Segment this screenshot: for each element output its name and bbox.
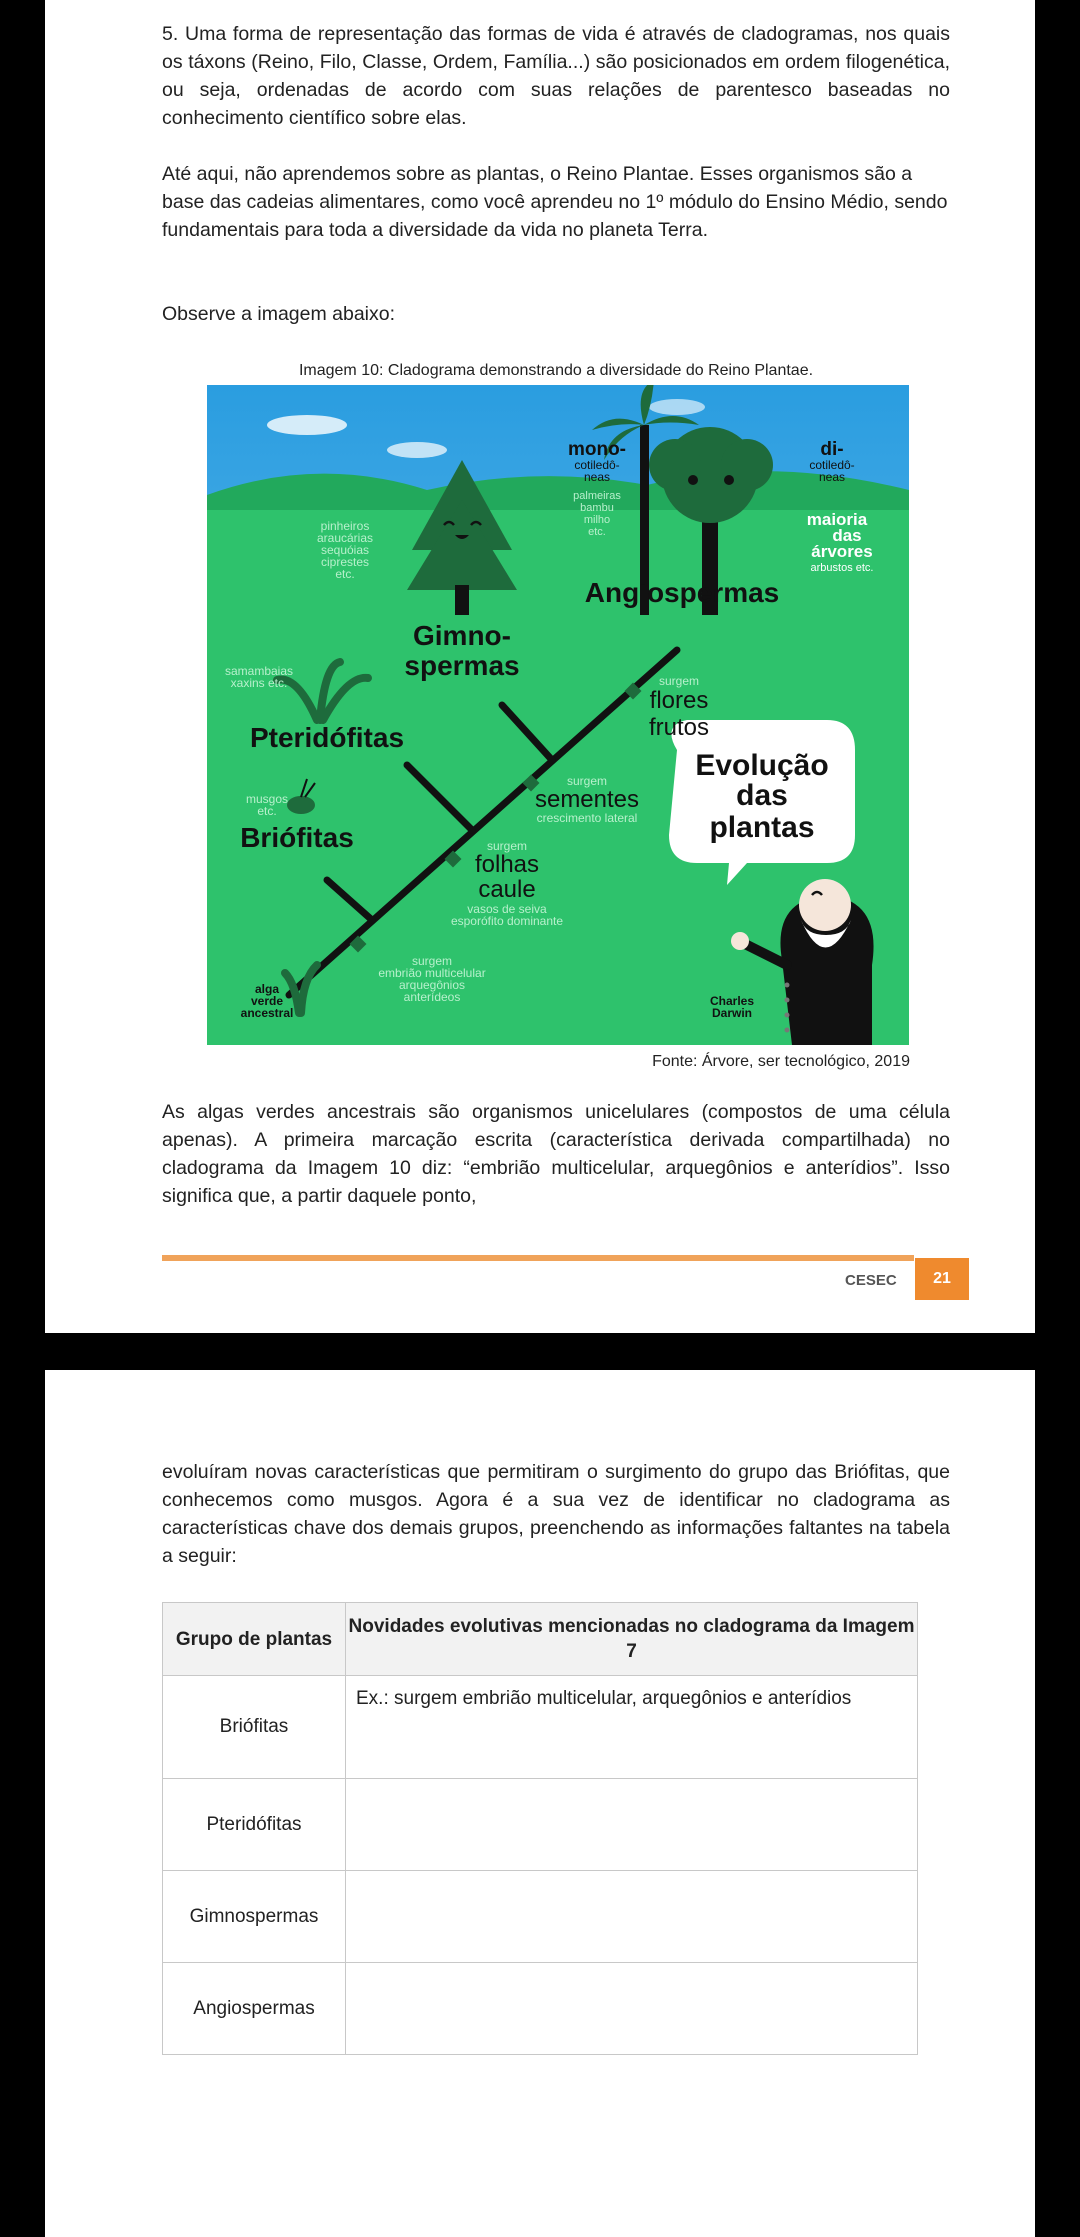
briofitas-label: Briófitas <box>240 822 354 853</box>
di-examples: árvores <box>811 542 873 561</box>
page-22 <box>45 1370 1035 2237</box>
mono-examples: palmeiras <box>573 490 621 502</box>
gimno-examples: araucárias <box>316 531 374 545</box>
trait-1-text: embrião multicelular <box>378 966 486 980</box>
alga-label: verde <box>250 994 284 1008</box>
trait-3-text: sementes <box>534 786 640 813</box>
continuation-paragraph: evoluíram novas características que permitiram o surgimento do grupo das Briófitas, que conhecemos como musgos. Agora é a sua vez de identificar no cladograma as características chave dos demais grupos, preenchendo as informações faltantes na tabela a seguir: <box>162 1461 950 1567</box>
page-number: 21 <box>915 1258 969 1300</box>
table-header-group: Grupo de plantas <box>163 1603 346 1676</box>
table-row <box>163 1676 918 1779</box>
table-cell-group: Pteridófitas <box>163 1779 346 1871</box>
trait-3-text: surgem <box>566 774 608 788</box>
trait-3-text: crescimento lateral <box>536 811 638 825</box>
trait-1-text: arquegônios <box>398 978 466 992</box>
mono-examples: milho <box>583 514 611 526</box>
alga-label: ancestral <box>240 1006 294 1020</box>
table-cell-group: Angiospermas <box>163 1963 346 2055</box>
after-figure-paragraph: As algas verdes ancestrais são organismos unicelulares (compostos de uma célula apenas). A primeira marcação escrita (característica derivada compartilhada) no cladograma da Imagem 10 diz: “embrião multicelular, arquegônios e anterídios”. Isso significa que, a partir daquele ponto, <box>162 1101 950 1207</box>
darwin-label: Darwin <box>711 1006 753 1020</box>
figure-caption: Imagem 10: Cladograma demonstrando a diversidade do Reino Plantae. <box>298 362 814 379</box>
trait-2-text: surgem <box>486 839 528 853</box>
mono-label: cotiledô- <box>574 458 620 472</box>
pter-examples: samambaias <box>224 664 294 678</box>
di-examples: maioria <box>806 510 868 529</box>
intro-paragraph-2: Até aqui, não aprendemos sobre as plantas, o Reino Plantae. Esses organismos são a base das cadeias alimentares, como você aprendeu no 1º módulo do Ensino Médio, sendo fundamentais para toda a diversidade da vida no planeta Terra. <box>162 163 948 241</box>
table-header-news: Novidades evolutivas mencionadas no cladograma da Imagem 7 <box>346 1603 918 1676</box>
trait-1-text: anterídeos <box>403 990 461 1004</box>
trait-4-text: flores <box>649 687 709 714</box>
footer-label: CESEC <box>845 1272 897 1289</box>
gimnospermas-label: spermas <box>404 650 520 681</box>
observe-instruction: Observe a imagem abaixo: <box>162 303 396 325</box>
evolucao-title: Evolução <box>695 749 829 782</box>
di-examples: das <box>832 526 862 545</box>
table-row <box>163 1963 918 2055</box>
table-row <box>163 1871 918 1963</box>
trait-2-text: caule <box>478 876 536 903</box>
mono-label: neas <box>583 470 611 484</box>
trait-1-text: surgem <box>411 954 453 968</box>
mono-examples: bambu <box>580 502 614 514</box>
gimno-examples: sequóias <box>320 543 370 557</box>
di-label: cotiledô- <box>809 458 855 472</box>
table-cell-news[interactable]: Ex.: surgem embrião multicelular, arquegônios e anterídios <box>346 1676 918 1779</box>
alga-label: alga <box>254 982 280 996</box>
evolucao-title: plantas <box>709 811 815 844</box>
table-cell-group: Gimnospermas <box>163 1871 346 1963</box>
trait-2-text: esporófito dominante <box>450 914 564 928</box>
pter-examples: xaxins etc. <box>230 676 288 690</box>
page-21 <box>45 0 1035 1333</box>
footer-rule <box>162 1255 914 1261</box>
gimno-examples: pinheiros <box>320 519 370 533</box>
angiospermas-label: Angiospermas <box>584 577 780 608</box>
darwin-label: Charles <box>709 994 755 1008</box>
brio-examples: etc. <box>257 804 277 818</box>
table-cell-news[interactable] <box>346 1963 918 2055</box>
table-cell-group: Briófitas <box>163 1676 346 1779</box>
mono-examples: etc. <box>588 526 606 538</box>
evolution-table <box>162 1602 918 2055</box>
trait-2-text: folhas <box>474 851 540 878</box>
cladogram-figure <box>207 385 909 1045</box>
pteridofitas-label: Pteridófitas <box>249 722 405 753</box>
brio-examples: musgos <box>245 792 289 806</box>
gimnospermas-label: Gimno- <box>413 620 511 651</box>
di-examples: arbustos etc. <box>810 562 874 574</box>
evolucao-title: das <box>736 779 788 812</box>
mono-label: mono- <box>567 439 627 460</box>
table-cell-news[interactable] <box>346 1871 918 1963</box>
trait-4-text: surgem <box>658 674 700 688</box>
gimno-examples: etc. <box>335 567 355 581</box>
gimno-examples: ciprestes <box>320 555 370 569</box>
intro-paragraph-1: 5. Uma forma de representação das formas de vida é através de cladogramas, nos quais os táxons (Reino, Filo, Classe, Ordem, Família...) são posicionados em ordem filogenética, ou seja, ordenadas de acordo com suas relações de parentesco baseadas no conhecimento científico sobre elas. <box>162 23 950 129</box>
figure-source: Fonte: Árvore, ser tecnológico, 2019 <box>652 1053 910 1070</box>
table-row <box>163 1779 918 1871</box>
table-cell-news[interactable] <box>346 1779 918 1871</box>
di-label: di- <box>820 439 844 460</box>
trait-2-text: vasos de seiva <box>467 902 547 916</box>
trait-4-text: frutos <box>648 714 710 741</box>
di-label: neas <box>818 470 846 484</box>
